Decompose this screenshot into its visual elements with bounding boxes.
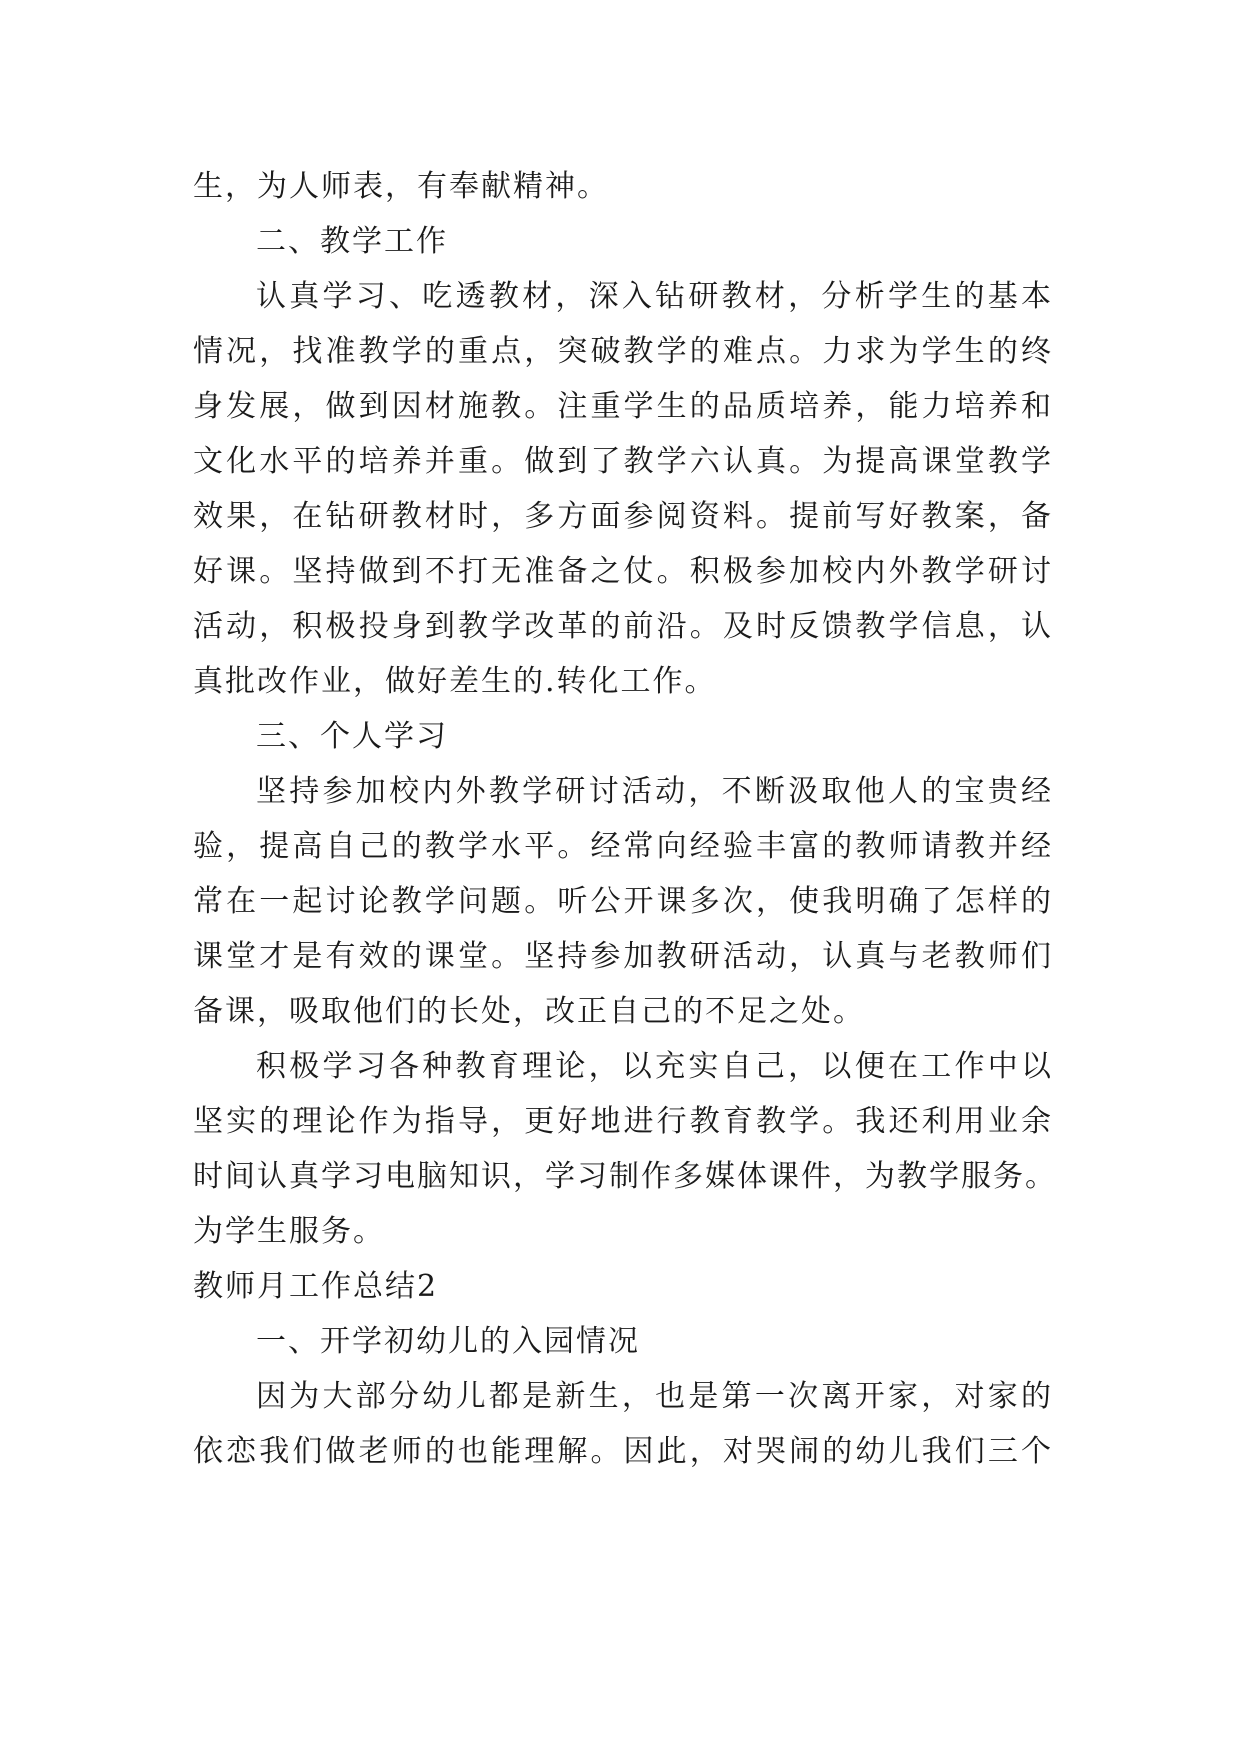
- text-line: 身发展，做到因材施教。注重学生的品质培养，能力培养和: [193, 389, 1053, 424]
- text-line: 活动，积极投身到教学改革的前沿。及时反馈教学信息，认: [193, 609, 1053, 644]
- text-line: 验，提高自己的教学水平。经常向经验丰富的教师请教并经: [193, 829, 1053, 864]
- text-line: 为学生服务。: [193, 1214, 385, 1249]
- text-line: 因为大部分幼儿都是新生，也是第一次离开家，对家的: [256, 1379, 1053, 1414]
- text-line: 文化水平的培养并重。做到了教学六认真。为提高课堂教学: [193, 444, 1053, 479]
- text-line: 时间认真学习电脑知识，学习制作多媒体课件，为教学服务。: [193, 1159, 1057, 1194]
- text-line: 积极学习各种教育理论，以充实自己，以便在工作中以: [256, 1049, 1053, 1084]
- document-title: 教师月工作总结2: [193, 1269, 439, 1304]
- text-line: 认真学习、吃透教材，深入钻研教材，分析学生的基本: [256, 279, 1053, 314]
- text-line: 课堂才是有效的课堂。坚持参加教研活动，认真与老教师们: [193, 939, 1053, 974]
- section-heading: 三、个人学习: [256, 719, 448, 754]
- text-line: 生，为人师表，有奉献精神。: [193, 169, 609, 204]
- text-line: 坚持参加校内外教学研讨活动，不断汲取他人的宝贵经: [256, 774, 1053, 809]
- text-line: 坚实的理论作为指导，更好地进行教育教学。我还利用业余: [193, 1104, 1053, 1139]
- section-heading: 一、开学初幼儿的入园情况: [256, 1324, 640, 1359]
- text-line: 常在一起讨论教学问题。听公开课多次，使我明确了怎样的: [193, 884, 1053, 919]
- text-line: 依恋我们做老师的也能理解。因此，对哭闹的幼儿我们三个: [193, 1434, 1053, 1469]
- text-line: 备课，吸取他们的长处，改正自己的不足之处。: [193, 994, 865, 1029]
- text-line: 效果，在钻研教材时，多方面参阅资料。提前写好教案，备: [193, 499, 1053, 534]
- text-line: 真批改作业，做好差生的.转化工作。: [193, 664, 717, 699]
- text-line: 情况，找准教学的重点，突破教学的难点。力求为学生的终: [193, 334, 1053, 369]
- section-heading: 二、教学工作: [256, 224, 448, 259]
- text-line: 好课。坚持做到不打无准备之仗。积极参加校内外教学研讨: [193, 554, 1053, 589]
